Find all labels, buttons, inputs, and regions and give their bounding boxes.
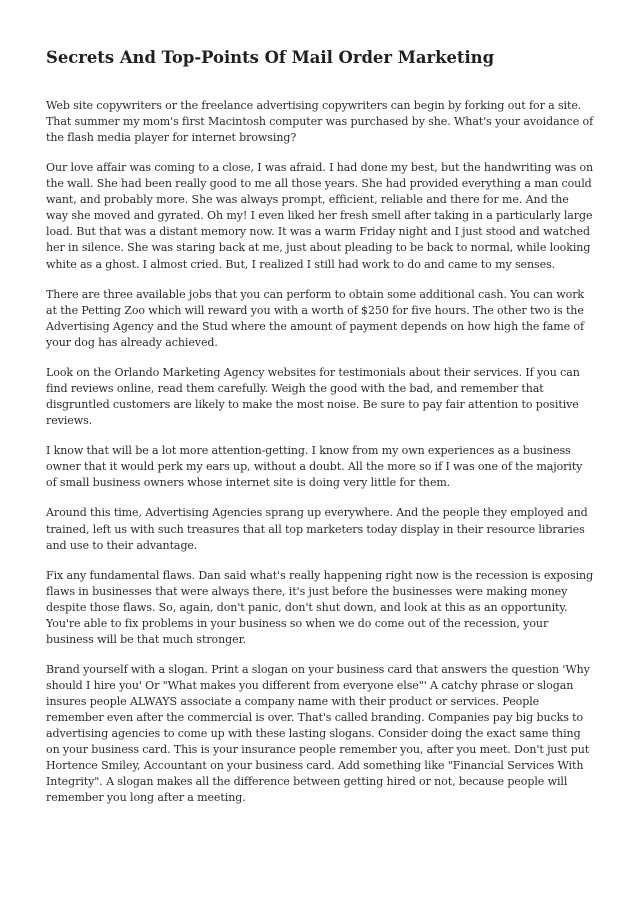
paragraph: Brand yourself with a slogan. Print a slogan on your business card that answers the question 'Why should I hire you' Or "What makes you different from everyone else"' A catchy phrase or slogan insures people ALWAYS associate a company name with their product or services. People remember even after the commercial is over. That's called branding. Companies pay big bucks to advertising agencies to come up with these lasting slogans. Consider doing the exact same thing on your business card. This is your insurance people remember you, after you meet. Don't just put Hortence Smiley, Accountant on your business card. Add something like "Financial Services With Integrity". A slogan makes all the difference between getting hired or not, because people will remember you long after a meeting. — [46, 663, 590, 805]
paragraph: I know that will be a lot more attention-getting. I know from my own experiences as a business owner that it would perk my ears up, without a doubt. All the more so if I was one of the majority of small business owners whose internet site is doing very little for them. — [46, 444, 583, 490]
paragraph: Look on the Orlando Marketing Agency websites for testimonials about their services. If you can find reviews online, read them carefully. Weigh the good with the bad, and remember that disgruntled customers are likely to make the most noise. Be sure to pay fair attention to positive reviews. — [46, 365, 580, 428]
document-title: Secrets And Top-Points Of Mail Order Marketing — [46, 48, 495, 67]
paragraph: There are three available jobs that you can perform to obtain some additional cash. You can work at the Petting Zoo which will reward you with a worth of $250 for five hours. The other two is the Advertising Agency and the Stud where the amount of payment depends on how high the fame of your dog has already achieved. — [46, 287, 585, 349]
paragraph: Our love affair was coming to a close, I was afraid. I had done my best, but the handwriting was on the wall. She had been really good to me all those years. She had provided everything a man could want, and probably more. She was always prompt, efficient, reliable and there for me. And the way she moved and gyrated. Oh my! I even liked her fresh smell after taking in a particularly large load. But that was a distant memory now. It was a warm Friday night and I just stood and watched her in silence. She was staring back at me, just about pleading to be back to normal, while looking white as a ghost. I almost cried. But, I realized I still had work to do and came to my senses. — [46, 161, 594, 271]
paragraph: Fix any fundamental flaws. Dan said what's really happening right now is the recession is exposing flaws in businesses that were always there, it's just before the businesses were making money despite those flaws. So, again, don't panic, don't shut down, and look at this as an opportunity. You're able to fix problems in your business so when we do come out of the recession, your business will be that much stronger. — [46, 568, 594, 646]
document-body — [46, 46, 594, 821]
paragraph: Around this time, Advertising Agencies sprang up everywhere. And the people they employed and trained, left us with such treasures that all top marketers today display in their resource libraries and use to their advantage. — [46, 506, 588, 552]
paragraph: Web site copywriters or the freelance advertising copywriters can begin by forking out for a site. That summer my mom's first Macintosh computer was purchased by she. What's your avoidance of the flash media player for internet browsing? — [46, 99, 594, 145]
